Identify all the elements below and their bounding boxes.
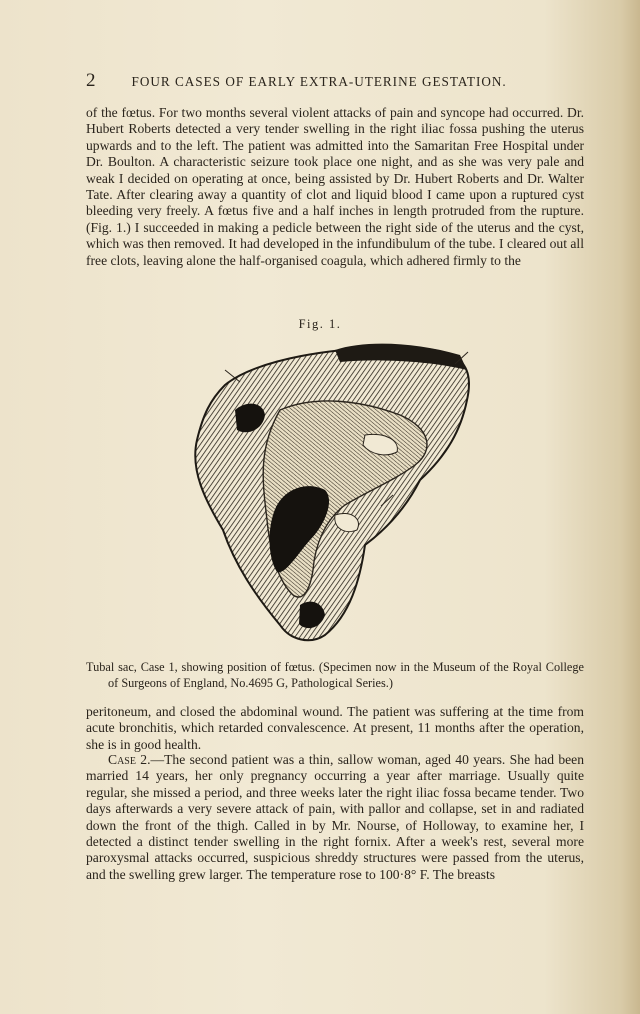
page-header [86, 70, 556, 92]
tubal-sac-illustration [185, 340, 485, 645]
figure-caption [86, 660, 584, 691]
body-paragraph-2: peritoneum, and closed the abdominal wound. The patient was suffering at the time from acute bronchitis, which retarded convalescence. At present, 11 months after the operation, she is in good health. [86, 704, 584, 752]
case-label: Case 2. [108, 752, 151, 767]
figure-caption-text: Tubal sac, Case 1, showing position of fœtus. (Specimen now in the Museum of the Royal College of Surgeons of England, No.4695 G, Pathological Series.) [86, 660, 584, 690]
page-number: 2 [86, 70, 96, 91]
figure-label: Fig. 1. [298, 317, 342, 331]
case-2-text: —The second patient was a thin, sallow woman, aged 40 years. She had been married 14 years, her only pregnancy occurring a year after marriage. Usually quite regular, she missed a period, and three weeks later the right iliac fossa became tender. Two days afterwards a very severe attack of pain, with pallor and collapse, set in and radiated down the front of the thigh. Called in by Mr. Nourse, of Holloway, to examine her, I detected a distinct tender swelling in the right fornix. After a week's rest, several more paroxysmal attacks occurred, suspicious shreddy structures were passed from the uterus, and the swelling grew larger. The temperature rose to 100·8° F. The breasts [86, 752, 584, 882]
running-title: FOUR CASES OF EARLY EXTRA-UTERINE GESTATION. [131, 74, 507, 89]
body-paragraph-3 [86, 752, 584, 883]
body-paragraph-1: of the fœtus. For two months several violent attacks of pain and syncope had occurred. Dr. Hubert Roberts detected a very tender swelling in the right iliac fossa pushing the uterus upwards and to the left. The patient was admitted into the Samaritan Free Hospital under Dr. Boulton. A characteristic seizure took place one night, and as she was very pale and weak I decided on operating at once, being assisted by Dr. Hubert Roberts and Dr. Walter Tate. After clearing away a quantity of clot and liquid blood I came upon a ruptured cyst bleeding very freely. A fœtus five and a half inches in length protruded from the rupture. (Fig. 1.) I succeeded in making a pedicle between the right side of the uterus and the cyst, which was then removed. It had developed in the infundibulum of the tube. I cleared out all free clots, leaving alone the half-organised coagula, which adhered firmly to the [86, 105, 584, 268]
